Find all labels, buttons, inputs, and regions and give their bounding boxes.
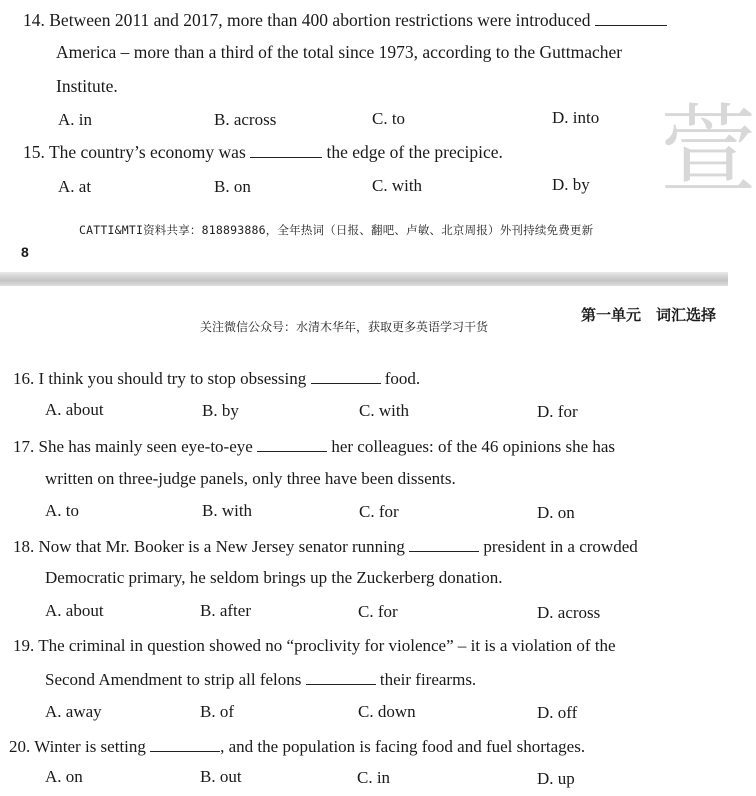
question-text-after: their firearms.: [379, 670, 477, 689]
question-text-after: her colleagues: of the 46 opinions she has: [331, 437, 616, 456]
question-text-after: , and the population is facing food and fuel shortages.: [220, 737, 586, 756]
option-b: B. after: [200, 601, 251, 620]
question-19-line-1: [13, 636, 616, 656]
question-text-before: She has mainly seen eye-to-eye: [38, 437, 253, 456]
option-d: D. up: [537, 769, 575, 788]
question-17-line-2: written on three-judge panels, only three have been dissents.: [45, 469, 456, 488]
question-text: Between 2011 and 2017, more than 400 abortion restrictions were introduced: [49, 10, 591, 30]
question-text-before: The country’s economy was: [48, 142, 246, 162]
unit-title: 第一单元 词汇选择: [580, 306, 716, 324]
option-a: A. about: [45, 400, 104, 419]
option-b: B. on: [214, 177, 251, 196]
option-c: C. with: [359, 401, 410, 420]
option-a: A. about: [45, 601, 104, 620]
answer-blank: [257, 436, 327, 452]
option-d: D. across: [537, 603, 601, 622]
question-number: 15.: [23, 142, 45, 162]
answer-blank: [595, 10, 667, 26]
option-d: D. into: [552, 108, 600, 127]
question-19-line-2: [45, 669, 476, 690]
page-number: 8: [21, 244, 29, 260]
top-page: [0, 0, 756, 272]
question-text-before: Winter is setting: [34, 737, 146, 756]
option-a: A. away: [45, 702, 102, 721]
option-a: A. at: [58, 177, 92, 196]
question-15: [23, 142, 503, 162]
question-number: 18.: [13, 537, 35, 556]
option-a: A. on: [45, 767, 83, 786]
option-d: D. for: [537, 402, 578, 421]
question-text-before: Second Amendment to strip all felons: [45, 670, 302, 689]
question-14-line-2: America – more than a third of the total since 1973, according to the Guttmacher: [56, 42, 623, 62]
answer-blank: [409, 536, 479, 552]
question-18-line-1: [13, 536, 638, 557]
option-d: D. by: [552, 175, 590, 194]
option-a: A. in: [58, 110, 92, 129]
answer-blank: [306, 669, 376, 685]
question-16: [13, 368, 420, 389]
question-text-after: food.: [384, 369, 421, 388]
answer-blank: [150, 736, 220, 752]
option-d: D. on: [537, 503, 575, 522]
header-promo: 关注微信公众号：水清木华年，获取更多英语学习干货: [200, 320, 489, 334]
question-text: The criminal in question showed no “proclivity for violence” – it is a violation of the: [38, 636, 616, 655]
question-number: 17.: [13, 437, 35, 456]
option-b: B. by: [202, 401, 239, 420]
question-number: 19.: [13, 636, 35, 655]
question-text-before: I think you should try to stop obsessing: [38, 369, 307, 388]
question-text-before: Now that Mr. Booker is a New Jersey senator running: [38, 537, 405, 556]
question-18-line-2: Democratic primary, he seldom brings up the Zuckerberg donation.: [45, 568, 503, 587]
bleed-through-glyph: 萱: [660, 94, 756, 206]
question-17-line-1: [13, 436, 615, 457]
question-text-after: president in a crowded: [483, 537, 638, 556]
option-c: C. for: [359, 502, 399, 521]
option-c: C. in: [357, 768, 391, 787]
bottom-page: [0, 286, 728, 796]
option-c: C. to: [372, 109, 406, 128]
question-14-line-1: [23, 10, 667, 30]
option-a: A. to: [45, 501, 79, 520]
option-b: B. of: [200, 702, 234, 721]
answer-blank: [311, 368, 381, 384]
question-number: 16.: [13, 369, 35, 388]
page-divider: [0, 272, 728, 286]
question-20: [9, 736, 585, 757]
option-b: B. out: [200, 767, 242, 786]
question-number: 14.: [23, 10, 45, 30]
answer-blank: [250, 142, 322, 158]
footer-note: CATTI&MTI资料共享：818893886，全年热词（日报、翻吧、卢敏、北京周报）外刊持续免费更新: [79, 223, 594, 237]
option-c: C. with: [372, 176, 423, 195]
question-number: 20.: [9, 737, 31, 756]
question-14-line-3: Institute.: [56, 76, 118, 96]
option-d: D. off: [537, 703, 578, 722]
option-c: C. for: [358, 602, 398, 621]
option-c: C. down: [358, 702, 416, 721]
option-b: B. with: [202, 501, 253, 520]
question-text-after: the edge of the precipice.: [326, 142, 503, 162]
option-b: B. across: [214, 110, 277, 129]
